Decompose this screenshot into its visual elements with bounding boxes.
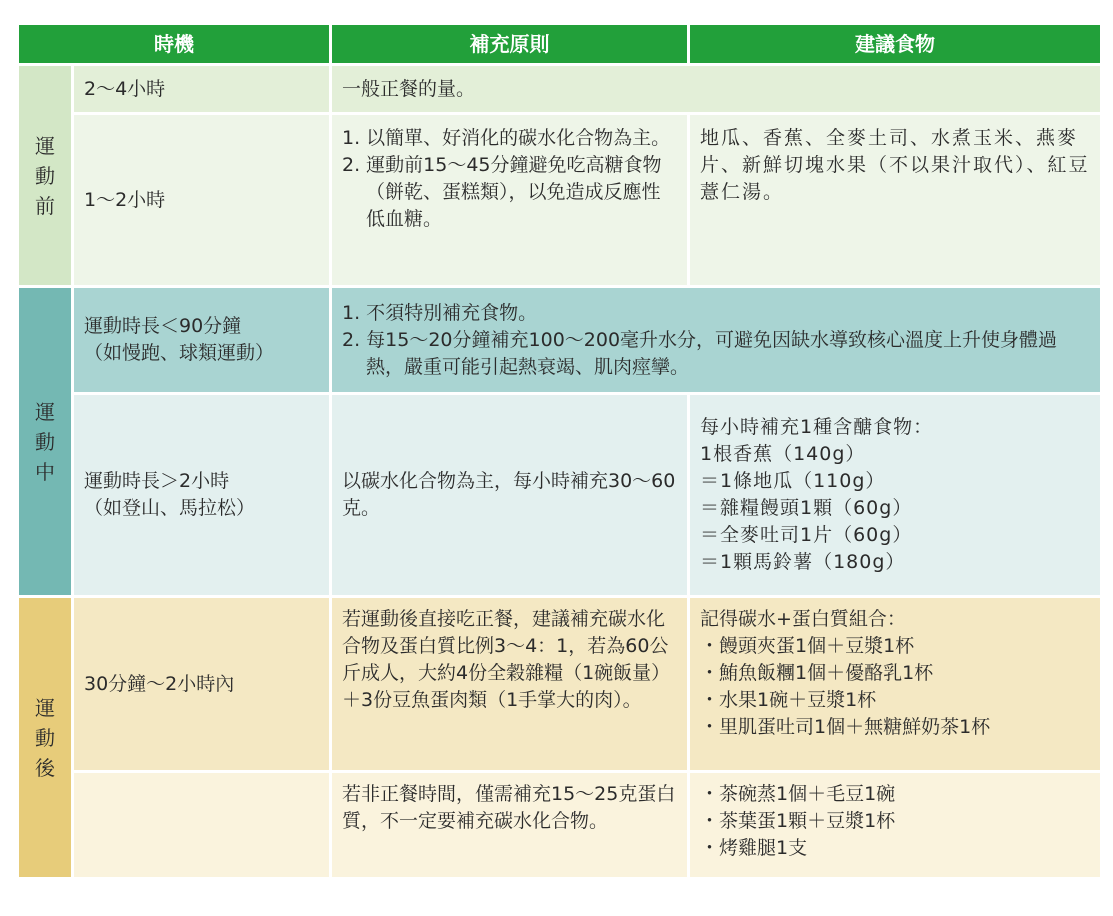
food-line: ・饅頭夾蛋1個＋豆漿1杯 bbox=[700, 635, 915, 657]
food-line: ・烤雞腿1支 bbox=[700, 837, 808, 859]
principle-item: 1. 不須特別補充食物。 bbox=[342, 301, 538, 324]
food-line: ・茶碗蒸1個＋毛豆1碗 bbox=[700, 783, 896, 805]
principle-item: 2. 每15～20分鐘補充100～200毫升水分，可避免因缺水導致核心溫度上升使身體過熱，嚴重可能引起熱衰竭、肌肉痙攣。 bbox=[342, 328, 1058, 378]
after-timing-2 bbox=[74, 773, 329, 877]
nutrition-table-wrapper bbox=[19, 22, 1099, 880]
after-row-1 bbox=[19, 598, 1100, 770]
before-timing-2: 1～2小時 bbox=[74, 115, 329, 285]
food-line: 每小時補充1種含醣食物： bbox=[700, 416, 934, 438]
during-row-2 bbox=[19, 395, 1100, 595]
phase-after-label bbox=[19, 598, 71, 877]
before-principle-1: 一般正餐的量。 bbox=[332, 66, 1100, 112]
food-line: ・鮪魚飯糰1個＋優酪乳1杯 bbox=[700, 662, 934, 684]
phase-during-label bbox=[19, 288, 71, 595]
phase-char: 動 bbox=[35, 725, 55, 750]
food-line: ・水果1碗＋豆漿1杯 bbox=[700, 689, 877, 711]
food-line: ＝全麥吐司1片（60g） bbox=[700, 524, 913, 546]
phase-char: 後 bbox=[35, 755, 55, 780]
food-line: ・茶葉蛋1顆＋豆漿1杯 bbox=[700, 810, 896, 832]
phase-char: 動 bbox=[35, 429, 55, 454]
food-line: 1根香蕉（140g） bbox=[700, 443, 866, 465]
after-principle-1: 若運動後直接吃正餐，建議補充碳水化合物及蛋白質比例3～4：1，若為60公斤成人，大約4份全穀雜糧（1碗飯量）＋3份豆魚蛋肉類（1手掌大的肉）。 bbox=[332, 598, 687, 770]
phase-char: 動 bbox=[35, 163, 55, 188]
during-principle-2: 以碳水化合物為主，每小時補充30～60克。 bbox=[332, 395, 687, 595]
after-food-2 bbox=[690, 773, 1100, 877]
phase-char: 中 bbox=[35, 459, 55, 484]
header-food: 建議食物 bbox=[690, 25, 1100, 63]
food-line: ・里肌蛋吐司1個＋無糖鮮奶茶1杯 bbox=[700, 716, 991, 738]
during-timing-1 bbox=[74, 288, 329, 392]
exercise-nutrition-table bbox=[16, 22, 1103, 880]
phase-char: 前 bbox=[35, 193, 55, 218]
before-row-1 bbox=[19, 66, 1100, 112]
before-row-2 bbox=[19, 115, 1100, 285]
principle-item: 1. 以簡單、好消化的碳水化合物為主。 bbox=[342, 127, 671, 149]
during-row-1 bbox=[19, 288, 1100, 392]
principle-item: 2. 運動前15～45分鐘避免吃高糖食物（餅乾、蛋糕類），以免造成反應性低血糖。 bbox=[342, 154, 662, 230]
phase-before-label bbox=[19, 66, 71, 285]
header-principle: 補充原則 bbox=[332, 25, 687, 63]
timing-line: （如慢跑、球類運動） bbox=[84, 342, 275, 364]
header-timing: 時機 bbox=[19, 25, 329, 63]
after-principle-2: 若非正餐時間，僅需補充15～25克蛋白質，不一定要補充碳水化合物。 bbox=[332, 773, 687, 877]
food-line: ＝1顆馬鈴薯（180g） bbox=[700, 551, 906, 573]
before-principle-2 bbox=[332, 115, 687, 285]
before-food-2: 地瓜、香蕉、全麥土司、水煮玉米、燕麥片、新鮮切塊水果（不以果汁取代）、紅豆薏仁湯。 bbox=[690, 115, 1100, 285]
after-food-1 bbox=[690, 598, 1100, 770]
timing-line: 運動時長＜90分鐘 bbox=[84, 315, 242, 337]
phase-char: 運 bbox=[35, 399, 55, 424]
during-food-2 bbox=[690, 395, 1100, 595]
food-line: ＝雜糧饅頭1顆（60g） bbox=[700, 497, 913, 519]
food-line: ＝1條地瓜（110g） bbox=[700, 470, 886, 492]
during-principle-1 bbox=[332, 288, 1100, 392]
after-timing-1: 30分鐘～2小時內 bbox=[74, 598, 329, 770]
header-row bbox=[19, 25, 1100, 63]
timing-line: （如登山、馬拉松） bbox=[84, 497, 256, 519]
phase-char: 運 bbox=[35, 695, 55, 720]
during-timing-2 bbox=[74, 395, 329, 595]
phase-char: 運 bbox=[35, 133, 55, 158]
before-timing-1: 2～4小時 bbox=[74, 66, 329, 112]
timing-line: 運動時長＞2小時 bbox=[84, 470, 230, 492]
food-line: 記得碳水+蛋白質組合： bbox=[700, 608, 906, 630]
after-row-2 bbox=[19, 773, 1100, 877]
